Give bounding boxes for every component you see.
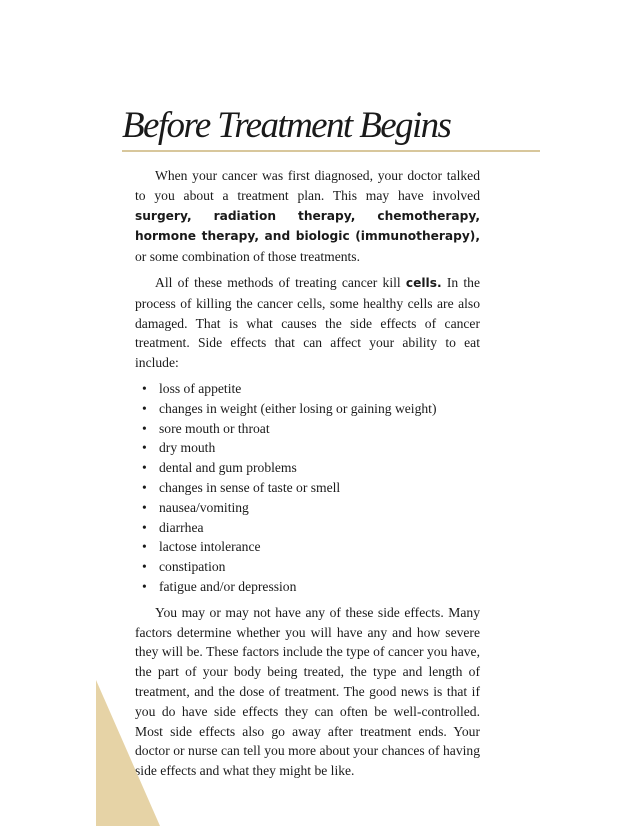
list-item — [135, 557, 480, 577]
list-item-text: diarrhea — [159, 519, 204, 535]
list-item — [135, 399, 480, 419]
bullet-icon: • — [142, 440, 147, 456]
bullet-icon: • — [142, 499, 147, 515]
body-text — [135, 166, 480, 787]
page-number: 4 — [120, 718, 128, 734]
list-item-text: constipation — [159, 559, 226, 575]
corner-triangle — [96, 680, 160, 826]
list-item — [135, 438, 480, 458]
list-item-text: dental and gum problems — [159, 460, 297, 476]
list-item-text: changes in sense of taste or smell — [159, 479, 341, 495]
bullet-icon: • — [142, 559, 147, 575]
intro-text-a: When your cancer was first diagnosed, your doctor talked to you about a treatment plan. This may have involved — [135, 168, 480, 203]
list-item — [135, 518, 480, 538]
list-item — [135, 419, 480, 439]
list-item — [135, 379, 480, 399]
page-title: Before Treatment Begins — [122, 105, 451, 146]
cells-term: cells. — [405, 275, 442, 290]
bullet-icon: • — [142, 479, 147, 495]
cells-text-b: In the process of killing the cancer cells, some healthy cells are also damaged. That is what causes the side effects of cancer treatment. Side effects that can affect your ability to eat include: — [135, 274, 480, 371]
list-item — [135, 577, 480, 597]
list-item — [135, 498, 480, 518]
page-corner-tab — [0, 680, 160, 826]
bullet-icon: • — [142, 460, 147, 476]
list-item-text: changes in weight (either losing or gaining weight) — [159, 400, 437, 416]
cells-paragraph — [135, 273, 480, 373]
list-item — [135, 458, 480, 478]
list-item-text: lactose intolerance — [159, 539, 261, 555]
bullet-icon: • — [142, 578, 147, 594]
list-item-text: loss of appetite — [159, 380, 242, 396]
list-item-text: nausea/vomiting — [159, 499, 249, 515]
bullet-icon: • — [142, 519, 147, 535]
intro-text-b: or some combination of those treatments. — [135, 249, 361, 265]
intro-paragraph — [135, 166, 480, 267]
bullet-icon: • — [142, 420, 147, 436]
list-item — [135, 537, 480, 557]
bullet-icon: • — [142, 400, 147, 416]
closing-paragraph: You may or may not have any of these side effects. Many factors determine whether you will have any and how severe they will be. These factors include the type of cancer you have, the part of your body being treated, the type and length of treatment, and the dose of treatment. The good news is that if you do have side effects they can often be well-controlled. Most side effects also go away after treatment ends. Your doctor or nurse can tell you more about your chances of having side effects and what they might be like. — [135, 604, 480, 779]
bullet-icon: • — [142, 539, 147, 555]
list-item-text: fatigue and/or depression — [159, 578, 297, 594]
cells-text-a: All of these methods of treating cancer kill — [155, 274, 406, 290]
list-item — [135, 478, 480, 498]
list-item-text: sore mouth or throat — [159, 420, 270, 436]
side-effects-list — [135, 379, 480, 597]
bullet-icon: • — [142, 380, 147, 396]
treatment-types: surgery, radiation therapy, chemotherapy, hormone therapy, and biologic (immunotherapy), — [135, 208, 480, 244]
title-rule — [122, 150, 540, 152]
list-item-text: dry mouth — [159, 440, 216, 456]
